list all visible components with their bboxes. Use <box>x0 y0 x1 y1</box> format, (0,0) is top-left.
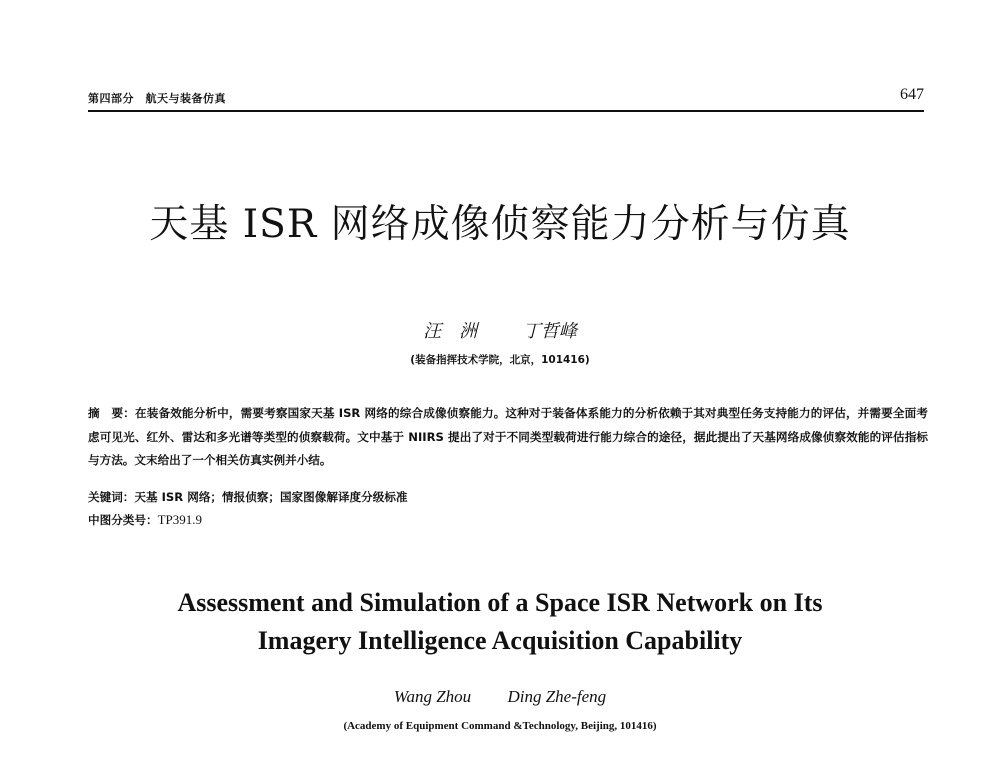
abstract <box>88 402 928 473</box>
running-header <box>88 84 924 112</box>
classification-number <box>88 509 928 531</box>
author-1-cn: 汪 洲 <box>423 321 478 342</box>
chinese-title: 天基 ISR 网络成像侦察能力分析与仿真 <box>149 202 851 247</box>
page-number: 647 <box>900 86 924 103</box>
author-1-en: Wang Zhou <box>393 687 472 706</box>
author-2-cn: 丁哲峰 <box>522 321 577 342</box>
abstract-label: 摘 要： <box>88 406 135 420</box>
author-2-en: Ding Zhe-feng <box>507 687 607 706</box>
header-section-title: 第四部分 航天与装备仿真 <box>88 92 226 105</box>
chinese-authors <box>0 317 1000 343</box>
english-title-line-1: Assessment and Simulation of a Space ISR Network on Its <box>177 588 823 617</box>
english-title-line-2: Imagery Intelligence Acquisition Capability <box>257 626 743 655</box>
classification-label: 中图分类号： <box>88 513 158 527</box>
keywords-label: 关键词： <box>88 490 135 504</box>
english-affiliation: (Academy of Equipment Command &Technology, Beijing, 101416) <box>343 720 657 732</box>
keywords-text: 天基 ISR 网络；情报侦察；国家图像解译度分级标准 <box>134 490 408 504</box>
keywords <box>88 486 928 508</box>
classification-value: TP391.9 <box>157 512 202 527</box>
english-title <box>0 584 1000 660</box>
chinese-affiliation: (装备指挥技术学院，北京，101416) <box>410 354 590 366</box>
english-authors <box>0 687 1000 707</box>
abstract-text: 在装备效能分析中，需要考察国家天基 ISR 网络的综合成像侦察能力。这种对于装备体系能力的分析依赖于其对典型任务支持能力的评估，并需要全面考虑可见光、红外、雷达和多光谱等类型的侦察载荷。文中基于 NIIRS 提出了对于不同类型载荷进行能力综合的途径，据此提出了天基网络成像侦察效能的评估指标与方法。文末给出了一个相关仿真实例并小结。 <box>88 406 928 467</box>
